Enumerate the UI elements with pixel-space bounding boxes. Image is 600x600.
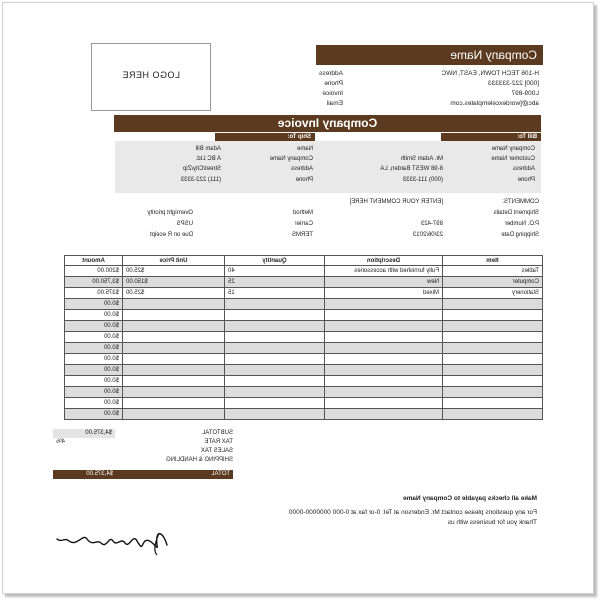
invoice-title-bar: Company Invoice [114, 115, 541, 132]
cell-amount: $0.00 [65, 409, 123, 420]
table-row [65, 343, 543, 354]
address-block [115, 141, 541, 193]
cell-unit-price [123, 376, 225, 387]
ship-value-3: (111) 222-3333 [180, 177, 221, 183]
cell-amount: $0.00 [65, 376, 123, 387]
ship-detail-label2-2: TERMS [292, 232, 313, 238]
cell-unit-price [123, 310, 225, 321]
cell-unit-price: $150.00 [123, 277, 225, 288]
ship-detail-label2-0: Method [292, 210, 313, 216]
company-invoice-no: L009-897 [511, 90, 539, 97]
cell-item: Tables [443, 266, 543, 277]
cell-item: Stationery [443, 288, 543, 299]
total-value: $4,375.00 [86, 471, 113, 477]
comments-label: COMMENTS: [502, 199, 539, 205]
cell-amount: $0.00 [65, 321, 123, 332]
cell-item [443, 332, 543, 343]
cell-description [325, 376, 443, 387]
cell-unit-price [123, 321, 225, 332]
cell-unit-price [123, 343, 225, 354]
items-table [64, 255, 543, 420]
cell-description [325, 299, 443, 310]
col-amount: Amount [65, 256, 123, 266]
cell-description: Fully furnished with accessories [325, 266, 443, 277]
ship-label-0: Name [296, 146, 313, 152]
table-row [65, 288, 543, 299]
logo-text: LOGO HERE [122, 70, 181, 80]
cell-description [325, 321, 443, 332]
label-invoice: Invoice [322, 90, 343, 97]
company-phone: [000] 222-333333 [488, 80, 539, 87]
footer-checks: Make all checks payable to Company Name [402, 495, 537, 502]
logo-box [91, 43, 211, 111]
ship-detail-value-2: 23/06/2013 [412, 232, 443, 238]
table-row [65, 365, 543, 376]
cell-description [325, 398, 443, 409]
ship-detail-value2-2: Due on R eceipt [149, 232, 193, 238]
cell-item [443, 376, 543, 387]
label-phone: Phone [324, 80, 343, 87]
ship-value-1: A BC Ltd. [195, 156, 221, 162]
footer-thanks: Thank you for business with us [447, 519, 537, 526]
bill-value-2: 8-98 WEST Barden, LA [380, 166, 443, 172]
cell-item [443, 365, 543, 376]
cell-item: Computer [443, 277, 543, 288]
ship-label-1: Company Name [269, 156, 313, 162]
cell-amount: $0.00 [65, 387, 123, 398]
ship-label-3: Phone [295, 177, 313, 183]
table-row [65, 376, 543, 387]
cell-quantity [225, 310, 325, 321]
cell-unit-price [123, 299, 225, 310]
total-label: TOTAL [211, 471, 230, 477]
bill-value-3: (000) 111-3333 [402, 177, 443, 183]
cell-quantity [225, 299, 325, 310]
cell-quantity [225, 398, 325, 409]
cell-item [443, 343, 543, 354]
cell-quantity [225, 343, 325, 354]
cell-description [325, 343, 443, 354]
ship-detail-value-1: 897-423 [420, 221, 443, 227]
cell-unit-price [123, 398, 225, 409]
cell-description [325, 310, 443, 321]
cell-amount: $0.00 [65, 354, 123, 365]
cell-quantity [225, 321, 325, 332]
ship-detail-label-0: Shipment Details [493, 210, 539, 216]
ship-detail-value2-1: USPS [176, 221, 193, 227]
table-row [65, 332, 543, 343]
table-row [65, 409, 543, 420]
signature-image [53, 523, 173, 557]
cell-unit-price [123, 365, 225, 376]
invoice-page [2, 2, 594, 594]
label-address: Address [319, 70, 343, 77]
ship-detail-label-1: P.O. Number [504, 221, 539, 227]
cell-unit-price: $25.00 [123, 288, 225, 299]
cell-item [443, 321, 543, 332]
cell-amount: $0.00 [65, 310, 123, 321]
company-address: H-106 TECH TOWN, EAST, NWC [441, 70, 539, 77]
cell-description: New [325, 277, 443, 288]
cell-description: Mixed [325, 288, 443, 299]
cell-item [443, 354, 543, 365]
table-row [65, 310, 543, 321]
bill-label-3: Phone [517, 177, 535, 183]
cell-description [325, 409, 443, 420]
cell-quantity [225, 365, 325, 376]
cell-unit-price: $25.00 [123, 266, 225, 277]
shipping-label: SHIPPING & HANDLING [165, 457, 233, 463]
table-row [65, 266, 543, 277]
cell-item [443, 409, 543, 420]
cell-quantity: 40 [225, 266, 325, 277]
ship-to-header: Ship To: [215, 133, 315, 141]
cell-quantity [225, 387, 325, 398]
col-item: Item [443, 256, 543, 266]
table-header-row [65, 256, 543, 266]
cell-item [443, 387, 543, 398]
ship-detail-label2-1: Carrier [294, 221, 313, 227]
cell-quantity [225, 376, 325, 387]
bill-label-1: Customer Name [491, 156, 535, 162]
comments-text: [ENTER YOUR COMMENT HERE] [349, 199, 443, 205]
company-email: abc@[wordexcelemplates.com [450, 100, 539, 107]
mirrored-content [3, 3, 593, 593]
cell-amount: $0.00 [65, 332, 123, 343]
table-row [65, 321, 543, 332]
col-quantity: Quantity [225, 256, 325, 266]
cell-unit-price [123, 387, 225, 398]
footer-questions: For any questions please contact Mr. Enderson at Tel: 0-or fax at 0-000 0000000-0000 [288, 509, 537, 516]
company-name-bar: Company Name [316, 45, 543, 65]
cell-quantity [225, 409, 325, 420]
bill-value-1: Mr. Adam Smith [400, 156, 443, 162]
total-bar [53, 470, 233, 479]
table-row [65, 299, 543, 310]
sales-tax-label: SALES TAX [200, 448, 233, 454]
subtotal-value: $4,375.00 [53, 429, 115, 438]
cell-amount: $3,750.00 [65, 277, 123, 288]
cell-item [443, 299, 543, 310]
cell-amount: $375.00 [65, 288, 123, 299]
table-row [65, 387, 543, 398]
cell-amount: $0.00 [65, 299, 123, 310]
tax-rate-value: 4% [56, 439, 65, 445]
cell-amount: $200.00 [65, 266, 123, 277]
cell-amount: $0.00 [65, 398, 123, 409]
bill-to-header: Bill To: [441, 133, 541, 141]
ship-value-0: Adam Bill [195, 146, 221, 152]
cell-amount: $0.00 [65, 365, 123, 376]
ship-detail-value2-0: Overnight priority [147, 210, 193, 216]
cell-description [325, 332, 443, 343]
col-description: Description [325, 256, 443, 266]
cell-item [443, 310, 543, 321]
table-row [65, 277, 543, 288]
cell-description [325, 365, 443, 376]
table-row [65, 398, 543, 409]
cell-unit-price [123, 332, 225, 343]
tax-rate-label: TAX RATE [204, 439, 233, 445]
bill-label-0: Company Name [491, 146, 535, 152]
cell-quantity [225, 332, 325, 343]
cell-description [325, 354, 443, 365]
cell-amount: $0.00 [65, 343, 123, 354]
subtotal-label: SUBTOTAL [201, 430, 233, 436]
label-email: Email [326, 100, 343, 107]
cell-quantity: 25 [225, 277, 325, 288]
cell-item [443, 398, 543, 409]
ship-value-2: Street/City/Zip [182, 166, 221, 172]
cell-quantity: 15 [225, 288, 325, 299]
table-row [65, 354, 543, 365]
cell-description [325, 387, 443, 398]
cell-quantity [225, 354, 325, 365]
bill-label-2: Address [512, 166, 535, 172]
cell-unit-price [123, 409, 225, 420]
ship-detail-label-2: Shipping Date [501, 232, 539, 238]
cell-unit-price [123, 354, 225, 365]
col-unit-price: Unit Price [123, 256, 225, 266]
ship-label-2: Address [290, 166, 313, 172]
